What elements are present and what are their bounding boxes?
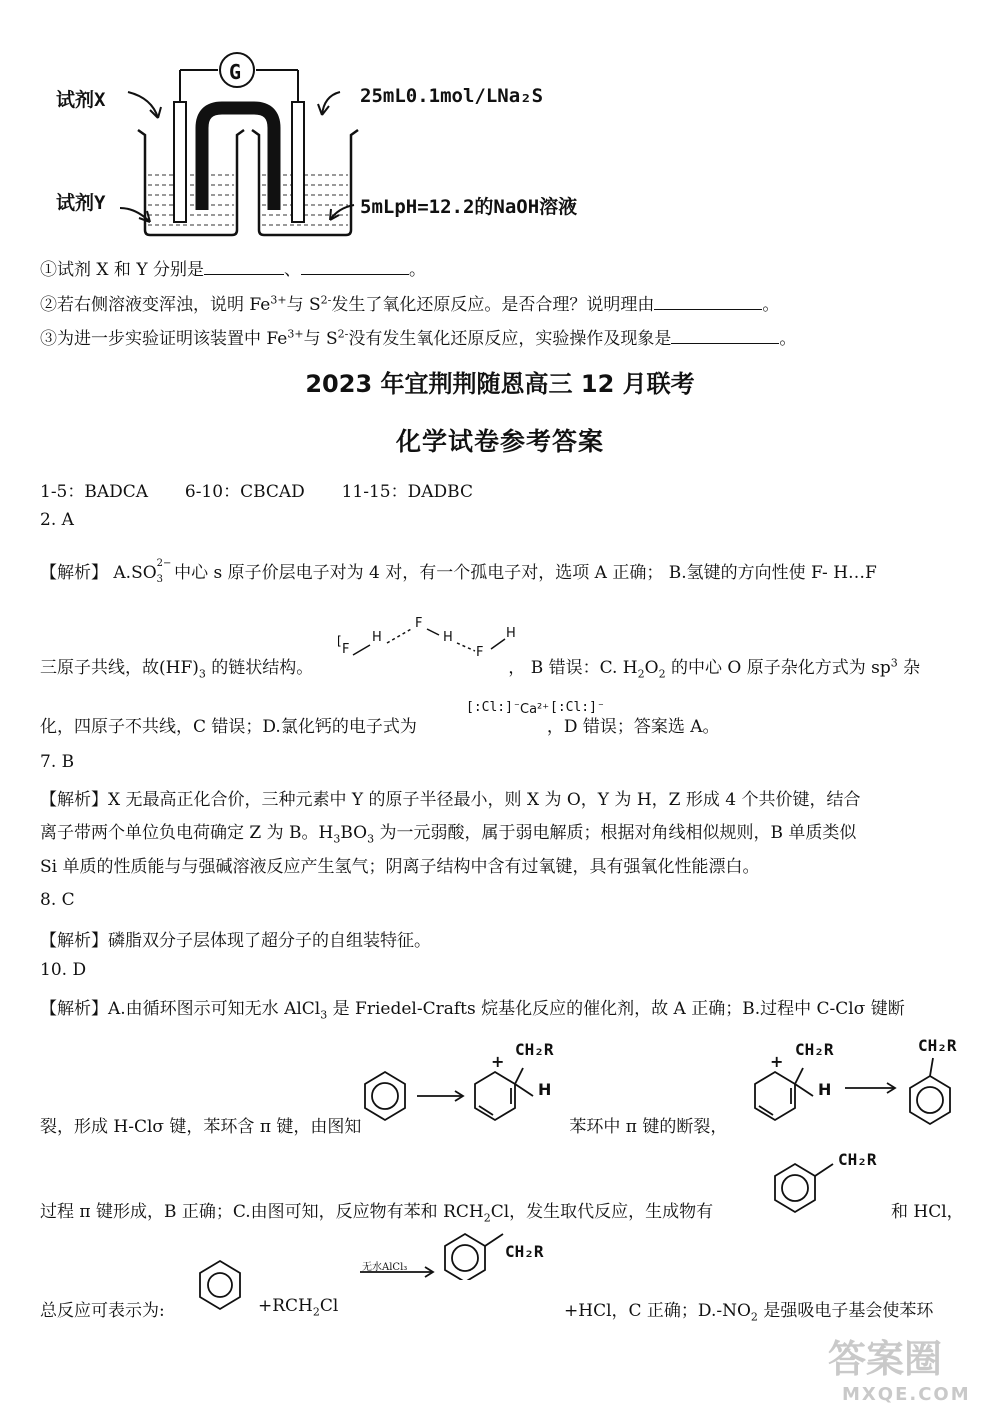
text: 杂: [897, 658, 921, 678]
text: 的中心 O 原子杂化方式为 sp: [665, 658, 891, 678]
hf-atom: F: [476, 645, 484, 660]
text: 总反应可表示为:: [40, 1301, 165, 1321]
so3-charge: [156, 558, 172, 585]
item-8-analysis: 【解析】磷脂双分子层体现了超分子的自组装特征。: [40, 931, 431, 951]
question-2: [40, 290, 779, 315]
ch2r-label: CH₂R: [505, 1242, 544, 1261]
svg-text:[: [: [337, 634, 342, 648]
question-2-text: 与 S: [286, 295, 321, 315]
item-2-analysis-line-3: [40, 712, 720, 737]
item-7-analysis-line-2: [40, 818, 856, 845]
charge: 3+: [270, 293, 287, 307]
item-7-analysis-line-1: 【解析】X 无最高正化合价，三种元素中 Y 的原子半径最小，则 X 为 O，Y 为 H，Z 形成 4 个共价键，结合: [40, 790, 861, 810]
watermark-url: MXQE.COM: [842, 1384, 971, 1405]
text: 苯环中 π 键的断裂，: [569, 1117, 728, 1137]
subscript: 3: [320, 1008, 328, 1022]
plus-charge: +: [491, 1052, 505, 1071]
text: 【解析】A.由循环图示可知无水 AlCl: [40, 999, 321, 1019]
question-1-text: ①试剂 X 和 Y 分别是: [40, 260, 204, 280]
text: +HCl，C 正确；D.-NO: [564, 1301, 751, 1321]
answer-key: [40, 477, 473, 502]
period: 。: [408, 260, 426, 280]
text: ， B 错误：C. H: [508, 658, 638, 678]
subscript: 2: [483, 1211, 491, 1225]
answer-blank: [204, 260, 284, 275]
reagent-x-label: 试剂X: [56, 89, 106, 111]
benzene-reactant: [198, 1255, 248, 1315]
catalyst-label: 无水AlCl₃: [362, 1262, 408, 1273]
text: O: [644, 658, 659, 678]
text: 裂，形成 H-Clσ 键，苯环含 π 键，由图知: [40, 1117, 362, 1137]
item-10-analysis-line-4-tail: [564, 1296, 933, 1323]
superscript: 3: [890, 656, 898, 670]
hf-chain-bonds: [335, 615, 530, 675]
item-7-analysis-line-3: Si 单质的性质能与与强碱溶液反应产生氢气；阴离子结构中含有过氧键，具有强氧化性能漂白。: [40, 857, 760, 877]
item-10-analysis-line-1: [40, 994, 905, 1021]
h-label: H: [538, 1080, 552, 1099]
ca-ion: Ca²⁺: [520, 702, 550, 717]
subscript: 2: [658, 667, 666, 681]
so3-superscript: 2−: [156, 558, 172, 569]
text: 是 Friedel-Crafts 烷基化反应的催化剂，故 A 正确；B.过程中 C-Clσ 键断: [327, 999, 905, 1019]
text: Cl: [319, 1296, 339, 1316]
answer-blank: [671, 329, 779, 344]
reagent-term: [258, 1296, 338, 1318]
question-2-text: ②若右侧溶液变浑浊，说明 Fe: [40, 295, 271, 315]
hf-atom: F: [342, 642, 350, 657]
subscript: 2: [750, 1310, 758, 1324]
subscript: 3: [367, 832, 375, 846]
hf-atom: H: [506, 626, 516, 641]
item-10-analysis-line-4: [40, 1296, 165, 1321]
question-1: [40, 255, 426, 280]
question-2-text: 发生了氧化还原反应。是否合理？说明理由: [331, 295, 655, 315]
cl-ion: [:Cl:]⁻: [466, 700, 521, 715]
page-subtitle: 化学试卷参考答案: [395, 427, 604, 456]
answer-blank: [654, 295, 762, 310]
text: 【解析】 A.SO: [40, 563, 157, 583]
item-8-heading: 8. C: [40, 890, 75, 910]
subscript: 3: [198, 667, 206, 681]
answer-range-3: 11-15：DADBC: [341, 482, 473, 502]
item-2-analysis-line-1: [40, 558, 877, 583]
benzene-ring: [365, 1072, 405, 1120]
separator: 、: [283, 260, 301, 280]
text: +RCH: [258, 1296, 313, 1316]
ch2r-label: CH₂R: [838, 1150, 877, 1169]
ch2r-label: CH₂R: [918, 1036, 957, 1055]
text: ，D 错误；答案选 A。: [546, 717, 720, 737]
text: 离子带两个单位负电荷确定 Z 为 B。H: [40, 823, 334, 843]
ch2r-label: CH₂R: [795, 1040, 834, 1059]
h-label: H: [818, 1080, 832, 1099]
so3-subscript: 3: [156, 574, 164, 585]
ch2r-label: CH₂R: [515, 1040, 554, 1059]
text: 化，四原子不共线，C 错误；D.氯化钙的电子式为: [40, 717, 417, 737]
text: 三原子共线，故(HF): [40, 658, 199, 678]
text: 的链状结构。: [205, 658, 314, 678]
hf-atom: H: [443, 630, 453, 645]
item-7-heading: 7. B: [40, 752, 75, 772]
galvanometer-label: G: [229, 60, 242, 84]
question-3-text: 与 S: [303, 329, 338, 349]
cl-ion: [:Cl:]⁻: [550, 700, 605, 715]
text: BO: [340, 823, 368, 843]
text: 是强吸电子基会使苯环: [757, 1301, 934, 1321]
charge: 2-: [320, 293, 332, 307]
answer-range-2: 6-10：CBCAD: [184, 482, 305, 502]
text: Cl，发生取代反应，生成物有: [490, 1202, 714, 1222]
watermark-logo: 答案圈: [828, 1337, 943, 1381]
answer-blank: [301, 260, 409, 275]
subscript: 2: [312, 1305, 320, 1319]
charge: 2-: [337, 327, 349, 341]
subscript: 2: [637, 667, 645, 681]
na2s-label: 25mL0.1mol/LNa₂S: [360, 85, 544, 107]
text: 过程 π 键形成，B 正确；C.由图可知，反应物有苯和 RCH: [40, 1202, 484, 1222]
question-3: [40, 324, 796, 349]
question-3-text: 没有发生氧化还原反应，实验操作及现象是: [348, 329, 672, 349]
period: 。: [762, 295, 780, 315]
page-title: 2023 年宜荆荆随恩高三 12 月联考: [305, 370, 695, 398]
question-3-text: ③为进一步实验证明该装置中 Fe: [40, 329, 288, 349]
hf-atom: H: [372, 630, 382, 645]
item-2-heading: 2. A: [40, 510, 74, 530]
charge: 3+: [287, 327, 304, 341]
mechanism-drawings: [355, 1040, 975, 1280]
subscript: 3: [333, 832, 341, 846]
reagent-y-label: 试剂Y: [56, 192, 106, 214]
text: 中心 s 原子价层电子对为 4 对，有一个孤电子对，选项 A 正确； B.氢键的方向性使 F- H…F: [168, 563, 877, 583]
plus-charge: +: [770, 1052, 784, 1071]
answer-range-1: 1-5：BADCA: [40, 482, 149, 502]
naoh-label: 5mLpH=12.2的NaOH溶液: [360, 196, 578, 218]
hf-atom: F: [415, 616, 423, 631]
item-10-and-hcl: 和 HCl，: [891, 1202, 964, 1222]
period: 。: [779, 329, 797, 349]
item-10-heading: 10. D: [40, 960, 87, 980]
text: 为一元弱酸，属于弱电解质；根据对角线相似规则，B 单质类似: [374, 823, 857, 843]
